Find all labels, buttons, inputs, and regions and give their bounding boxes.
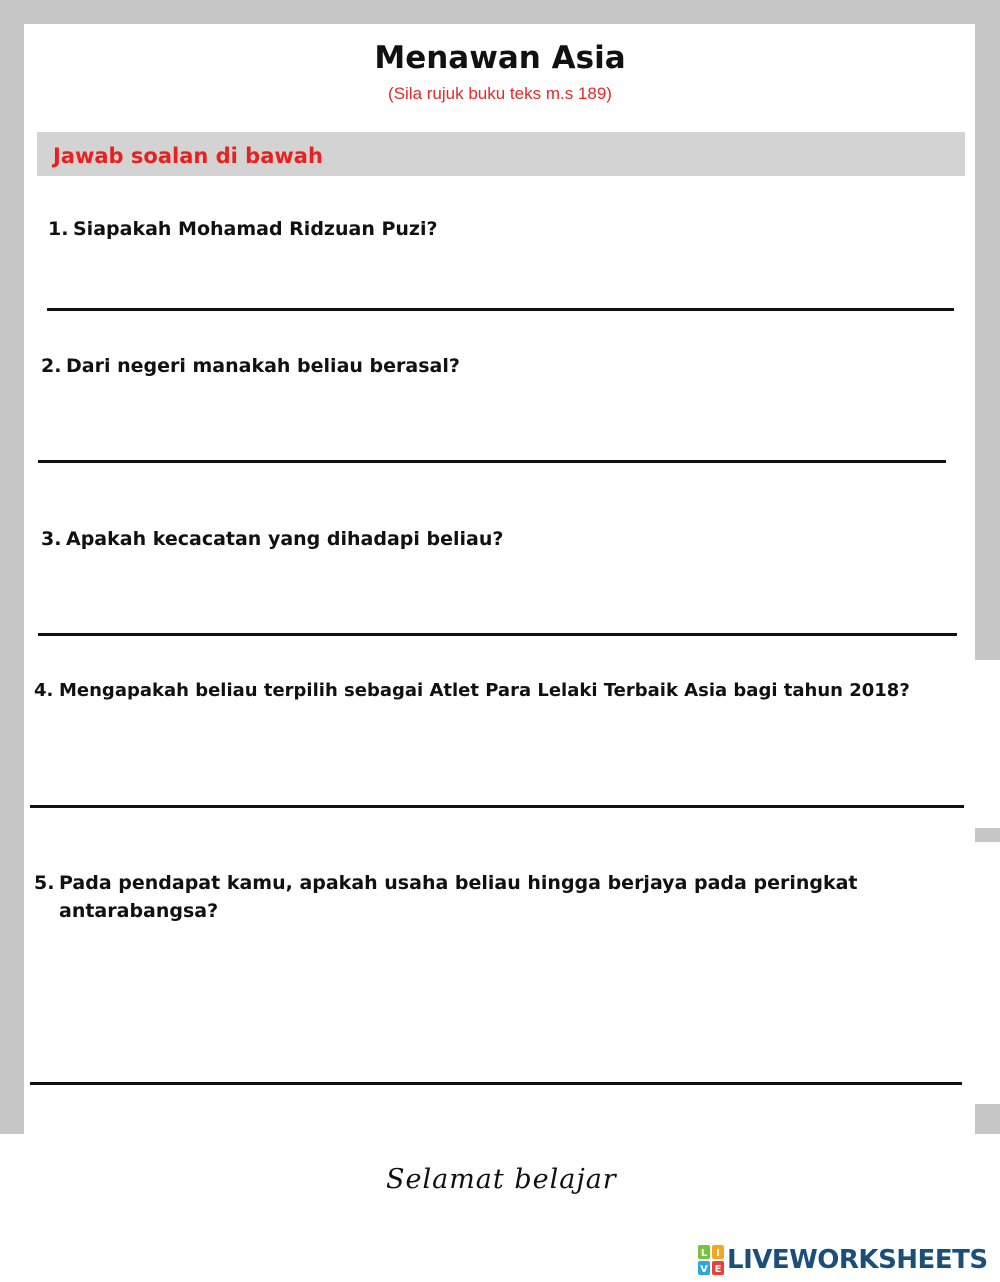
question-number: 1. (48, 218, 69, 240)
frame-gap (975, 842, 1000, 1104)
frame-top (0, 0, 1000, 24)
answer-line-5[interactable] (30, 1082, 962, 1085)
question-number: 3. (41, 528, 62, 550)
question-3 (41, 528, 503, 550)
brand-name: LIVEWORKSHEETS (727, 1245, 988, 1275)
question-text: Dari negeri manakah beliau berasal? (66, 355, 460, 377)
question-text: Mengapakah beliau terpilih sebagai Atlet Para Lelaki Terbaik Asia bagi tahun 2018? (59, 680, 910, 701)
svg-text:E: E (714, 1264, 722, 1275)
page-title: Menawan Asia (374, 40, 626, 76)
worksheet-page (24, 24, 975, 1134)
svg-text:L: L (700, 1248, 708, 1259)
question-4 (34, 680, 910, 701)
question-text: Pada pendapat kamu, apakah usaha beliau hingga berjaya pada peringkat (59, 872, 858, 894)
answer-line-4[interactable] (30, 805, 964, 808)
answer-line-1[interactable] (47, 308, 954, 311)
closing-signature: Selamat belajar (386, 1164, 617, 1195)
question-2 (41, 355, 460, 377)
answer-line-3[interactable] (38, 633, 957, 636)
question-text: Apakah kecacatan yang dihadapi beliau? (66, 528, 504, 550)
svg-text:I: I (716, 1248, 720, 1259)
answer-line-2[interactable] (38, 460, 946, 463)
question-number: 2. (41, 355, 62, 377)
question-text: Siapakah Mohamad Ridzuan Puzi? (73, 218, 438, 240)
question-number: 5. (34, 872, 55, 894)
frame-gap (975, 660, 1000, 828)
instruction-text: Jawab soalan di bawah (53, 144, 323, 168)
svg-text:V: V (700, 1264, 708, 1275)
question-5 (34, 872, 858, 922)
instruction-banner (37, 132, 965, 176)
question-1 (48, 218, 438, 240)
question-text-continued: antarabangsa? (59, 900, 219, 922)
page-subtitle: (Sila rujuk buku teks m.s 189) (388, 84, 612, 103)
liveworksheets-logo-icon (698, 1245, 724, 1275)
question-number: 4. (34, 680, 54, 701)
frame-left (0, 0, 24, 1134)
branding[interactable] (698, 1244, 988, 1276)
